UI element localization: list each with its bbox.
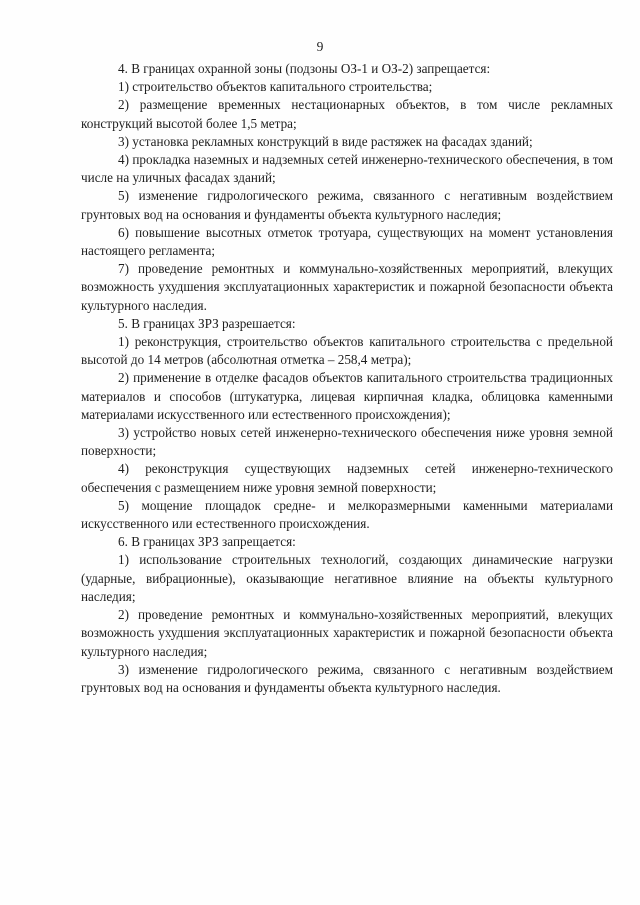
section-4-item-4: 4) прокладка наземных и надземных сетей инженерно-технического обеспечения, в том числе на уличных фасадах зданий; — [81, 152, 613, 186]
page-number: 9 — [316, 39, 324, 54]
section-5-item-1: 1) реконструкция, строительство объектов капитального строительства с предельной высотой до 14 метров (абсолютная отметка – 258,4 метра); — [81, 334, 613, 368]
section-4-item-1: 1) строительство объектов капитального строительства; — [118, 79, 433, 95]
section-4-item-3: 3) установка рекламных конструкций в виде растяжек на фасадах зданий; — [118, 133, 533, 149]
section-5-heading: 5. В границах ЗРЗ разрешается: — [118, 315, 296, 331]
section-6-heading: 6. В границах ЗРЗ запрещается: — [118, 534, 296, 550]
section-6-item-2: 2) проведение ремонтных и коммунально-хозяйственных мероприятий, влекущих возможность ухудшения эксплуатационных характеристик и пожарной безопасности объекта культурного наследия; — [81, 607, 613, 659]
section-5-item-5: 5) мощение площадок средне- и мелкоразмерными каменными материалами искусственного или естественного происхождения. — [81, 497, 613, 532]
section-5-item-4: 4) реконструкция существующих надземных сетей инженерно-технического обеспечения с размещением ниже уровня земной поверхности; — [81, 461, 613, 495]
section-4-item-6: 6) повышение высотных отметок тротуара, существующих на момент установления настоящего регламента; — [81, 224, 613, 259]
section-5-item-3: 3) устройство новых сетей инженерно-технического обеспечения ниже уровня земной поверхности; — [81, 425, 613, 459]
section-4-item-5: 5) изменение гидрологического режима, связанного с негативным воздействием грунтовых вод на основания и фундаменты объекта культурного наследия; — [81, 188, 613, 222]
document-body — [81, 60, 613, 697]
section-6-item-1: 1) использование строительных технологий, создающих динамические нагрузки (ударные, вибрационные), оказывающие негативное влияние на объекты культурного наследия; — [81, 552, 613, 604]
section-4-heading: 4. В границах охранной зоны (подзоны ОЗ-1 и ОЗ-2) запрещается: — [118, 61, 491, 76]
section-4-item-7: 7) проведение ремонтных и коммунально-хозяйственных мероприятий, влекущих возможность ухудшения эксплуатационных характеристик и пожарной безопасности объекта культурного наследия. — [81, 261, 613, 313]
section-5-item-2: 2) применение в отделке фасадов объектов капитального строительства традиционных материалов и способов (штукатурка, лицевая кирпичная кладка, облицовка каменными материалами искусственного или естественного происхождения); — [81, 370, 613, 422]
section-4-item-2: 2) размещение временных нестационарных объектов, в том числе рекламных конструкций высотой более 1,5 метра; — [81, 97, 613, 131]
section-6-item-3: 3) изменение гидрологического режима, связанного с негативным воздействием грунтовых вод на основания и фундаменты объекта культурного наследия. — [81, 661, 613, 695]
